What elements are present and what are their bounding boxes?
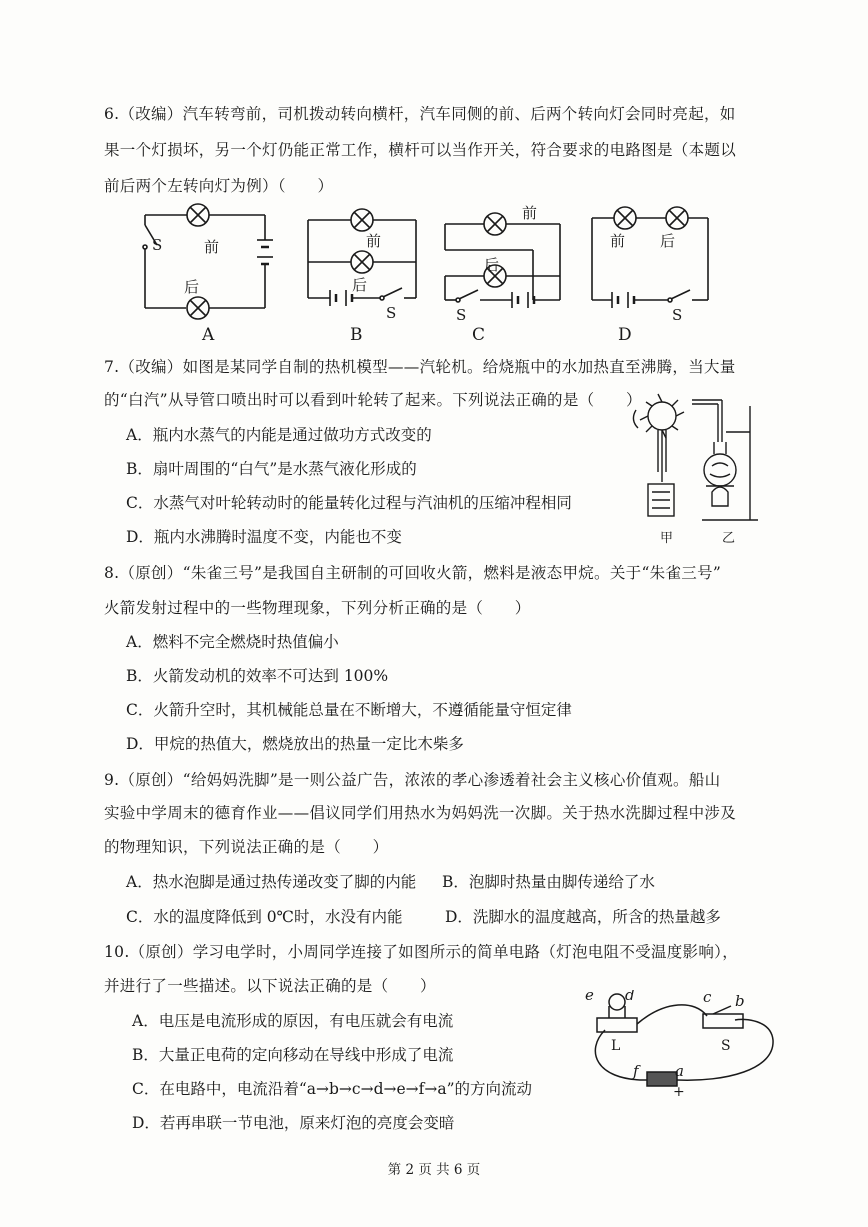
q8-option-d: D．甲烷的热值大，燃烧放出的热量一定比木柴多 (126, 735, 464, 753)
q8-line-2: 火箭发射过程中的一些物理现象，下列分析正确的是（ ） (104, 599, 531, 617)
q9-line-3: 的物理知识，下列说法正确的是（ ） (104, 838, 389, 856)
q9-line-2: 实验中学周末的德育作业——倡议同学们用热水为妈妈洗一次脚。关于热水洗脚过程中涉及 (104, 804, 737, 822)
circuit-label-c: c (703, 990, 712, 1006)
simple-circuit-figure (585, 990, 785, 1100)
circuit-d-switch-label: S (672, 306, 683, 324)
circuit-d-front-label: 前 (610, 232, 626, 250)
q8-option-c: C．火箭升空时，其机械能总量在不断增大，不遵循能量守恒定律 (126, 701, 572, 719)
circuit-label-e: e (585, 990, 594, 1004)
circuit-label-plus: + (673, 1084, 685, 1100)
q10-line-1: 10.（原创）学习电学时，小周同学连接了如图所示的简单电路（灯泡电阻不受温度影响）， (104, 943, 739, 961)
circuit-b-switch-label: S (386, 304, 397, 322)
q10-line-2: 并进行了一些描述。以下说法正确的是（ ） (104, 977, 436, 995)
q9-line-1: 9.（原创）“给妈妈洗脚”是一则公益广告，浓浓的孝心渗透着社会主义核心价值观。船山 (104, 771, 721, 789)
circuit-label-f: f (633, 1062, 639, 1080)
q10-option-a: A．电压是电流形成的原因，有电压就会有电流 (132, 1012, 454, 1030)
circuit-c-switch-label: S (456, 306, 467, 324)
circuit-b-letter: B (350, 325, 363, 345)
circuit-a-switch-label: S (152, 236, 163, 254)
q7-line-2: 的“白汽”从导管口喷出时可以看到叶轮转了起来。下列说法正确的是（ ） (104, 391, 642, 409)
q6-circuit-diagrams (120, 200, 720, 348)
circuit-d (592, 207, 708, 308)
q8-option-b: B．火箭发动机的效率不可达到 100% (126, 667, 389, 685)
q8-line-1: 8.（原创）“朱雀三号”是我国自主研制的可回收火箭，燃料是液态甲烷。关于“朱雀三号” (104, 564, 722, 582)
q7-line-1: 7.（改编）如图是某同学自制的热机模型——汽轮机。给烧瓶中的水加热直至沸腾，当大量 (104, 358, 736, 376)
q9-option-c: C．水的温度降低到 0℃时，水没有内能 (126, 908, 403, 926)
page-footer: 第 2 页 共 6 页 (387, 1162, 481, 1178)
q7-option-a: A．瓶内水蒸气的内能是通过做功方式改变的 (126, 426, 432, 444)
circuit-c (445, 213, 560, 308)
circuit-label-s: S (721, 1038, 731, 1054)
circuit-a-back-label: 后 (184, 278, 200, 296)
q7-option-c: C．水蒸气对叶轮转动时的能量转化过程与汽油机的压缩冲程相同 (126, 494, 572, 512)
circuit-c-back-label: 后 (484, 256, 500, 274)
circuit-label-a: a (675, 1062, 684, 1080)
circuit-label-b: b (735, 992, 745, 1010)
q7-option-d: D．瓶内水沸腾时温度不变，内能也不变 (126, 528, 402, 546)
q10-option-b: B．大量正电荷的定向移动在导线中形成了电流 (132, 1046, 454, 1064)
turbine-figure-label-yi: 乙 (722, 531, 736, 546)
circuit-c-letter: C (472, 325, 486, 345)
q10-option-c: C．在电路中，电流沿着“a→b→c→d→e→f→a”的方向流动 (132, 1080, 533, 1098)
circuit-a-letter: A (202, 325, 215, 345)
circuit-a-front-label: 前 (204, 238, 220, 256)
circuit-a (143, 204, 273, 319)
q6-line-1: 6.（改编）汽车转弯前，司机拨动转向横杆，汽车同侧的前、后两个转向灯会同时亮起，如 (104, 105, 736, 123)
circuit-d-letter: D (618, 325, 632, 345)
q10-option-d: D．若再串联一节电池，原来灯泡的亮度会变暗 (132, 1114, 455, 1132)
q7-option-b: B．扇叶周围的“白气”是水蒸气液化形成的 (126, 460, 417, 478)
circuit-c-front-label: 前 (522, 204, 538, 222)
turbine-figure-label-jia: 甲 (660, 531, 674, 546)
q9-option-d: D．洗脚水的温度越高，所含的热量越多 (445, 908, 721, 926)
q9-option-a: A．热水泡脚是通过热传递改变了脚的内能 (126, 873, 417, 891)
circuit-b-back-label: 后 (352, 276, 368, 294)
q9-option-b: B．泡脚时热量由脚传递给了水 (442, 873, 655, 891)
circuit-d-back-label: 后 (660, 232, 676, 250)
circuit-b-front-label: 前 (366, 232, 382, 250)
turbine-figure (622, 392, 762, 548)
circuit-label-l: L (611, 1038, 621, 1054)
q6-line-3: 前后两个左转向灯为例）（ ） (104, 177, 334, 195)
q6-line-2: 果一个灯损坏，另一个灯仍能正常工作，横杆可以当作开关，符合要求的电路图是（本题以 (104, 141, 737, 159)
circuit-label-d: d (625, 990, 635, 1004)
q8-option-a: A．燃料不完全燃烧时热值偏小 (126, 633, 339, 651)
